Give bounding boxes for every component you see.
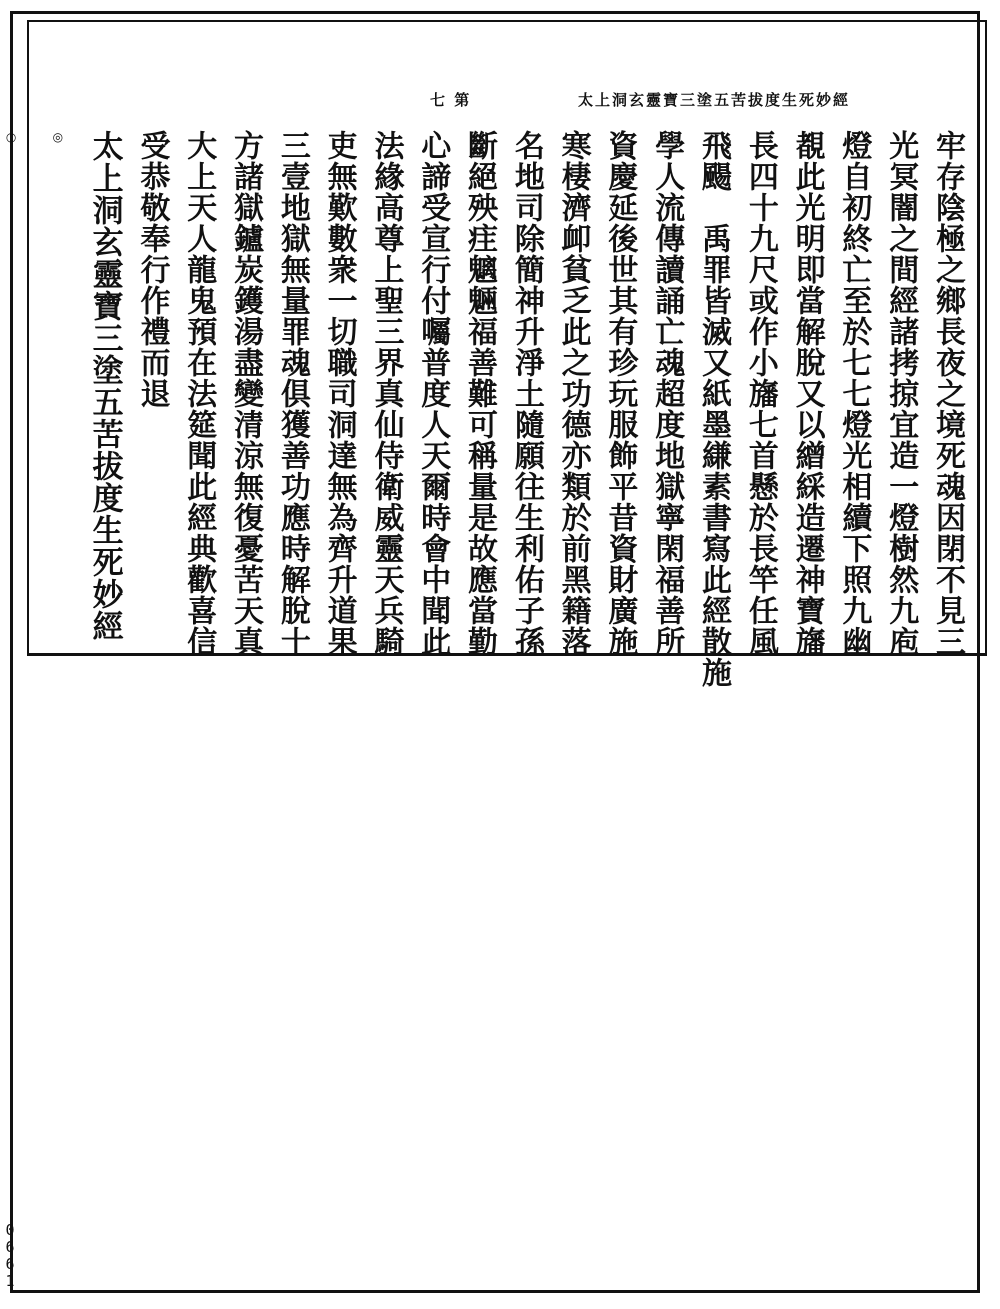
text-column-12: 心諦受宣行付囑普度人天爾時會中聞此 xyxy=(415,130,451,657)
text-column-18: 受恭敬奉行作禮而退 xyxy=(134,130,170,409)
text-column-6: 飛颺 禹罪皆滅又紙墨縑素書寫此經散施 xyxy=(696,130,732,688)
closing-title-column: 太上洞玄靈寶三塗五苦拔度生死妙經 xyxy=(86,130,123,642)
text-column-5: 長四十九尺或作小旛七首懸於長竿任風 xyxy=(742,130,778,657)
text-column-9: 寒棲濟卹貧乏此之功德亦類於前黑籍落 xyxy=(555,130,591,657)
text-column-4: 覩此光明即當解脫又以繒綵造遷神寶旛 xyxy=(789,130,825,657)
page-number-digit: 1 xyxy=(5,1272,15,1290)
text-column-16: 方諸獄鑪炭鑊湯盡變清涼無復憂苦天真 xyxy=(228,130,264,657)
page-number-digit: 6 xyxy=(5,1255,15,1273)
text-column-2: 光冥闇之間經諸拷掠宜造一燈樹然九庖 xyxy=(883,130,919,657)
text-column-17: 大上天人龍鬼預在法筵聞此經典歡喜信 xyxy=(181,130,217,657)
text-column-14: 吏無歎數衆一切職司洞達無為齊升道果 xyxy=(321,130,357,657)
running-header xyxy=(430,88,850,110)
text-column-3: 燈自初終亡至於七七燈光相續下照九幽 xyxy=(836,130,872,657)
text-column-7: 學人流傳讀誦亡魂超度地獄寧閑福善所 xyxy=(649,130,685,657)
page-number-digit: 6 xyxy=(5,1238,15,1256)
header-page-label: 七 第 xyxy=(430,90,472,109)
text-column-8: 資慶延後世其有珍玩服飾平昔資財廣施 xyxy=(602,130,638,657)
circle-marker-b: ○ xyxy=(4,130,19,145)
text-column-11: 斷絕殃疰魑魎福善難可稱量是故應當勤 xyxy=(462,130,498,657)
text-column-15: 三壹地獄無量罪魂俱獲善功應時解脫十 xyxy=(274,130,310,657)
page-number-digit: 0 xyxy=(5,1221,15,1239)
circle-marker-a: ◎ xyxy=(50,130,65,145)
scripture-text xyxy=(4,130,970,688)
header-sutra-title: 太上洞玄靈寶三塗五苦拔度生死妙經 xyxy=(577,90,850,109)
text-column-1: 牢存陰極之鄉長夜之境死魂因閉不見三 xyxy=(930,130,965,657)
page-number xyxy=(3,1222,17,1290)
text-column-13: 法緣高尊上聖三界真仙侍衛威靈天兵騎 xyxy=(368,130,404,657)
text-column-10: 名地司除簡神升淨土隨願往生利佑子孫 xyxy=(508,130,544,657)
